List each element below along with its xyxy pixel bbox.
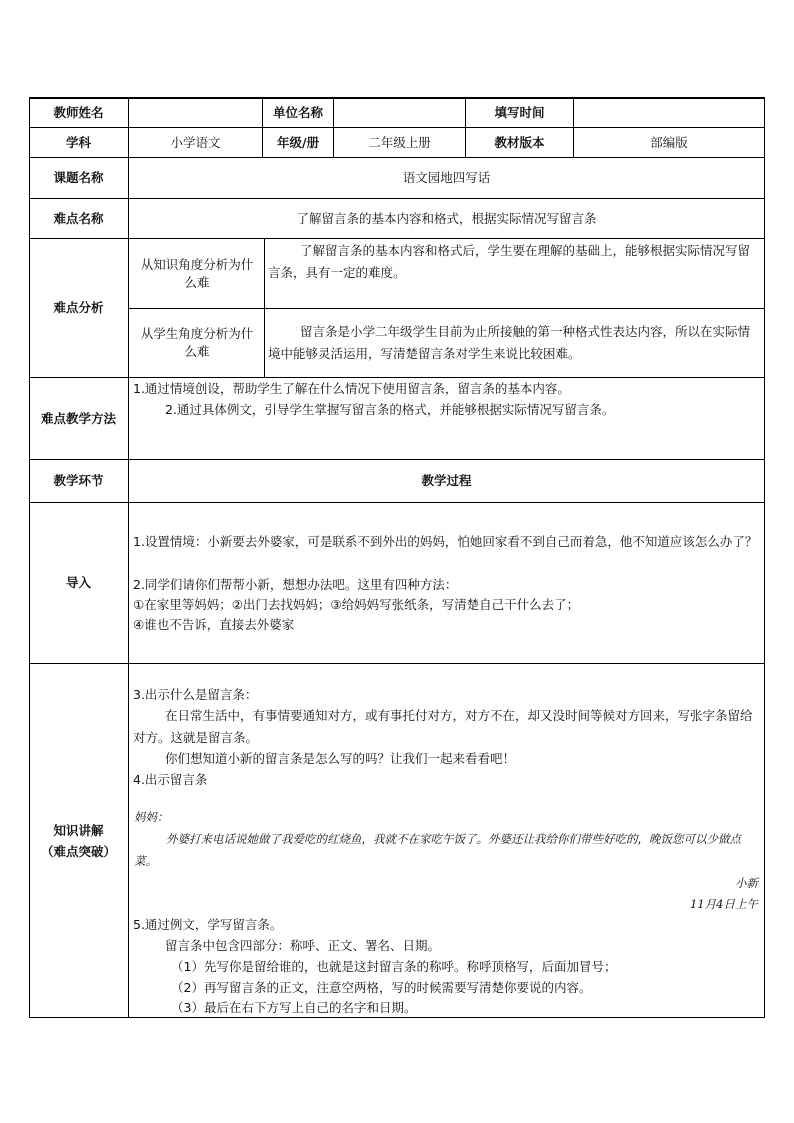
- item4-title: 4.出示留言条: [133, 772, 208, 787]
- subject-value: 小学语文: [170, 134, 221, 150]
- methods-line-1: 1.通过情境创设，帮助学生了解在什么情况下使用留言条，留言条的基本内容。: [133, 381, 570, 396]
- note-greeting: 妈妈：: [134, 810, 169, 824]
- methods-label: 难点教学方法: [40, 410, 116, 426]
- note-signature: 小新: [735, 876, 758, 890]
- intro-label: 导入: [65, 575, 91, 590]
- grade-value: 二年级上册: [368, 134, 431, 150]
- item5-step-1: （1）先写你是留给谁的，也就是这封留言条的称呼。称呼顶格写，后面加冒号；: [171, 959, 617, 974]
- student-angle-label: 从学生角度分析为什么难: [140, 326, 254, 359]
- difficulty-value: 了解留言条的基本内容和格式，根据实际情况写留言条: [296, 210, 597, 226]
- knowledge-angle-text: 了解留言条的基本内容和格式后，学生要在理解的基础上，能够根据实际情况写留言条，具有一定的难度。: [268, 243, 751, 280]
- subject-label: 学科: [65, 134, 91, 150]
- difficulty-label: 难点名称: [53, 210, 104, 226]
- edition-label: 教材版本: [494, 134, 545, 150]
- teacher-name-label: 教师姓名: [53, 104, 104, 120]
- student-angle-text: 留言条是小学二年级学生目前为止所接触的第一种格式性表达内容，所以在实际情境中能够灵活运用，写清楚留言条对学生来说比较困难。: [268, 324, 751, 361]
- intro-line-1: 1.设置情境：小新要去外婆家，可是联系不到外出的妈妈，怕她回家看不到自己而着急，他不知道应该怎么办了？: [133, 534, 758, 549]
- knowledge-label-main: 知识讲解: [53, 823, 104, 838]
- knowledge-label: [29, 820, 128, 862]
- topic-value: 语文园地四写话: [402, 170, 491, 185]
- analysis-label: 难点分析: [53, 300, 104, 315]
- item5-step-3: （3）最后在右下方写上自己的名字和日期。: [171, 1000, 417, 1015]
- item5-intro: 留言条中包含四部分：称呼、正文、署名、日期。: [165, 938, 441, 953]
- topic-label: 课题名称: [53, 170, 104, 185]
- item3-title: 3.出示什么是留言条：: [133, 687, 258, 702]
- item3-paragraph-2: 你们想知道小新的留言条是怎么写的吗？让我们一起来看看吧！: [165, 751, 516, 766]
- note-date: 11月4日上午: [690, 897, 758, 911]
- grade-label: 年级/册: [276, 134, 320, 150]
- unit-label: 单位名称: [272, 104, 323, 120]
- fill-time-value[interactable]: [574, 98, 764, 127]
- edition-value: 部编版: [650, 134, 688, 150]
- intro-line-3: ①在家里等妈妈；②出门去找妈妈；③给妈妈写张纸条，写清楚自己干什么去了；: [133, 597, 580, 612]
- intro-line-4: ④谁也不告诉，直接去外婆家: [133, 617, 295, 632]
- note-body: 外婆打来电话说她做了我爱吃的红烧鱼，我就不在家吃午饭了。外婆还让我给你们带些好吃的，晚饭您可以少做点菜。: [134, 832, 741, 868]
- item5-title: 5.通过例文，学写留言条。: [133, 917, 283, 932]
- methods-line-2: 2.通过具体例文，引导学生掌握写留言条的格式，并能够根据实际情况写留言条。: [165, 402, 615, 417]
- fill-time-label: 填写时间: [494, 104, 545, 120]
- stage-header: 教学环节: [53, 473, 104, 488]
- teacher-name-value[interactable]: [129, 98, 262, 127]
- process-header: 教学过程: [421, 473, 472, 488]
- knowledge-angle-label: 从知识角度分析为什么难: [140, 256, 254, 290]
- knowledge-label-sub: （难点突破）: [40, 844, 116, 859]
- item5-step-2: （2）再写留言条的正文，注意空两格，写的时候需要写清楚你要说的内容。: [171, 980, 592, 995]
- unit-value[interactable]: [334, 98, 465, 127]
- intro-line-2: 2.同学们请你们帮帮小新，想想办法吧。这里有四种方法：: [133, 577, 458, 592]
- item3-paragraph-1: 在日常生活中，有事情要通知对方，或有事托付对方，对方不在，却又没时间等候对方回来，写张字条留给对方。这就是留言条。: [133, 708, 753, 745]
